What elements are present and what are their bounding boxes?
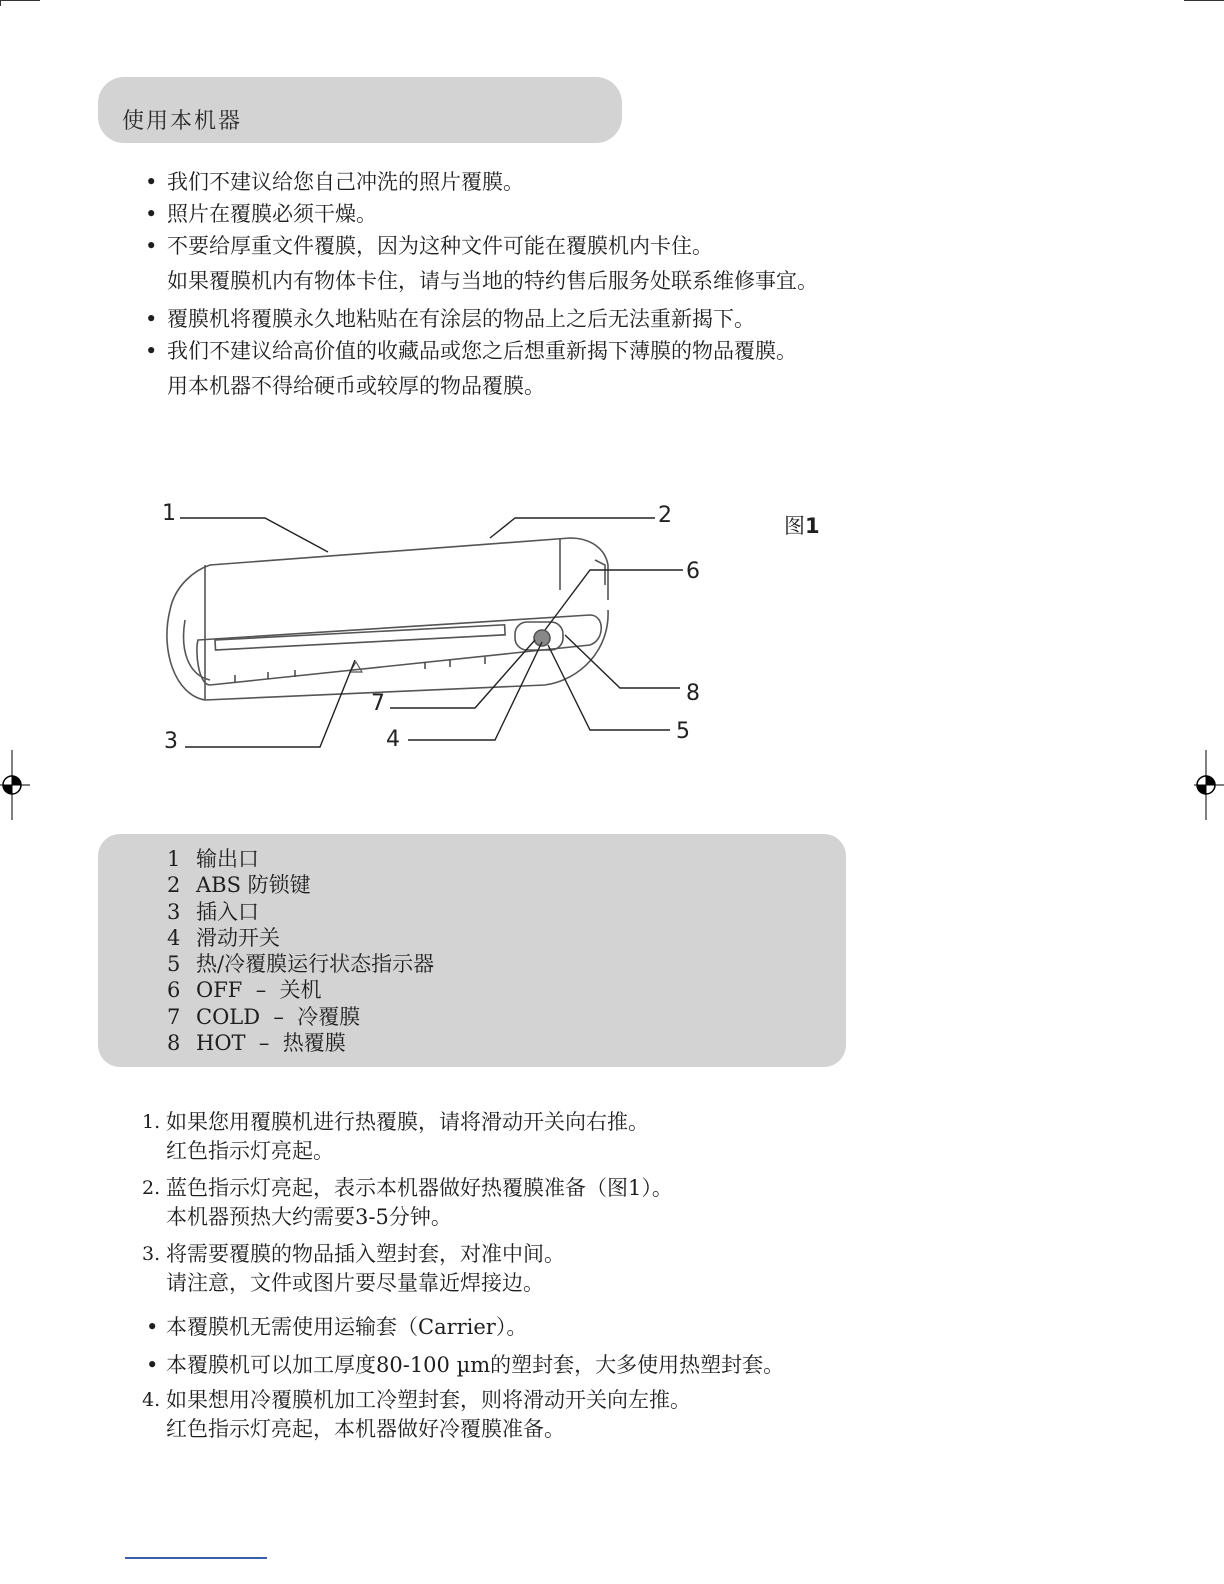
legend-row: 2 ABS 防锁键: [167, 873, 311, 898]
laminator-body: [167, 610, 608, 700]
bullet-icon: •: [145, 339, 158, 363]
leader-line-6: [545, 570, 683, 630]
bullet-icon: •: [145, 234, 158, 258]
crop-mark-top-right: [1184, 0, 1224, 1]
leader-line-1: [180, 518, 328, 552]
callout-3: 3: [164, 729, 178, 754]
legend-row: 5 热/冷覆膜运行状态指示器: [167, 952, 435, 977]
section-title: 使用本机器: [122, 109, 243, 134]
step-item: 3. 将需要覆膜的物品插入塑封套，对准中间。 请注意，文件或图片要尽量靠近焊接边。: [142, 1242, 565, 1295]
legend-row: 6 OFF – 关机: [167, 978, 322, 1003]
list-item: • 不要给厚重文件覆膜，因为这种文件可能在覆膜机内卡住。 如果覆膜机内有物体卡住，请与当地的特约售后服务处联系维修事宜。: [145, 230, 1045, 297]
legend-row: 1 输出口: [167, 847, 259, 871]
step-item: 4. 如果想用冷覆膜机加工冷塑封套，则将滑动开关向左推。 红色指示灯亮起，本机器做好冷覆膜准备。: [142, 1388, 691, 1441]
bullet-icon: •: [145, 202, 158, 226]
operation-steps: [142, 1108, 1042, 1444]
laminator-top-surface: [170, 538, 608, 610]
footer-rule: [125, 1557, 267, 1559]
crop-mark-top-left-h: [0, 0, 40, 1]
leader-line-2: [490, 518, 655, 538]
leader-line-7: [390, 640, 535, 708]
list-item: • 覆膜机将覆膜永久地粘贴在有涂层的物品上之后无法重新揭下。: [145, 303, 1045, 335]
bullet-icon: •: [145, 170, 158, 194]
callout-5: 5: [676, 719, 690, 744]
callout-6: 6: [686, 559, 700, 584]
registration-mark-right: [1194, 750, 1224, 820]
note-item: • 本覆膜机无需使用运输套（Carrier）。: [142, 1308, 1042, 1346]
legend-row: 8 HOT – 热覆膜: [167, 1031, 346, 1056]
list-item: • 我们不建议给您自己冲洗的照片覆膜。: [145, 166, 1045, 198]
note-item: • 本覆膜机可以加工厚度80-100 µm的塑封套，大多使用热塑封套。: [142, 1346, 1042, 1384]
step-item: 1. 如果您用覆膜机进行热覆膜，请将滑动开关向右推。 红色指示灯亮起。: [142, 1110, 649, 1163]
legend-row: 4 滑动开关: [167, 925, 280, 950]
bullet-icon: •: [145, 307, 158, 331]
registration-mark-left: [0, 750, 30, 820]
list-item: • 我们不建议给高价值的收藏品或您之后想重新揭下薄膜的物品覆膜。 用本机器不得给硬币或较厚的物品覆膜。: [145, 335, 1045, 402]
step-item: 2. 蓝色指示灯亮起，表示本机器做好热覆膜准备（图1）。 本机器预热大约需要3-5分钟。: [142, 1176, 673, 1229]
callout-1: 1: [162, 501, 176, 526]
warning-list: [145, 166, 1045, 402]
callout-4: 4: [386, 727, 400, 752]
insertion-slot: [215, 625, 505, 650]
parts-legend: [167, 846, 434, 1056]
figure-caption: 图1: [784, 514, 820, 538]
list-item: • 照片在覆膜必须干燥。: [145, 198, 1045, 230]
bullet-icon: •: [146, 1353, 159, 1377]
leader-line-8: [565, 635, 680, 688]
callout-8: 8: [686, 681, 700, 706]
callout-2: 2: [658, 503, 672, 528]
bullet-icon: •: [146, 1315, 159, 1339]
laminator-illustration: [150, 490, 730, 770]
legend-row: 7 COLD – 冷覆膜: [167, 1004, 361, 1029]
legend-row: 3 插入口: [167, 899, 259, 924]
callout-7: 7: [371, 691, 385, 716]
